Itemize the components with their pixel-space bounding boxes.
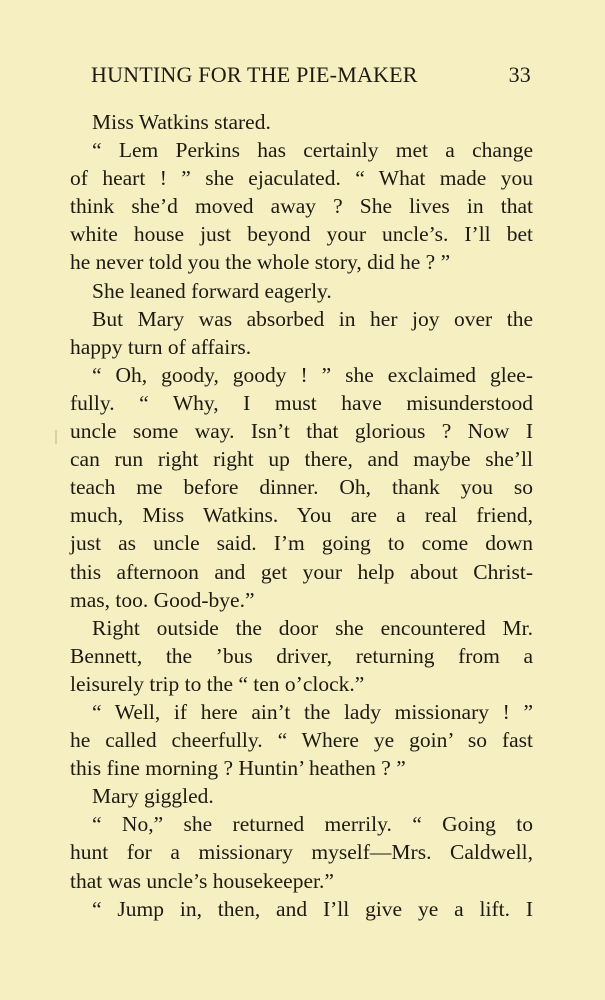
running-header: [91, 62, 531, 92]
text-line: fully. “ Why, I must have misunderstood: [70, 390, 533, 415]
text-line: happy turn of affairs.: [70, 334, 252, 359]
text-line: hunt for a missionary myself—Mrs. Caldwell,: [70, 840, 533, 865]
text-line: She leaned forward eagerly.: [92, 278, 332, 303]
text-line: Bennett, the ’bus driver, returning from a: [70, 643, 533, 668]
text-line: Mary giggled.: [92, 784, 214, 809]
text-line: “ Oh, goody, goody ! ” she exclaimed glee-: [92, 362, 533, 387]
text-line: uncle some way. Isn’t that glorious ? Now I: [70, 419, 533, 444]
text-line: “ Jump in, then, and I’ll give ye a lift. I: [92, 896, 533, 921]
text-line: much, Miss Watkins. You are a real friend,: [70, 503, 533, 528]
text-line: that was uncle’s housekeeper.”: [70, 868, 334, 893]
text-line: just as uncle said. I’m going to come down: [70, 531, 533, 556]
page-margin-mark: [55, 430, 57, 444]
text-line: he never told you the whole story, did he ? ”: [70, 250, 451, 275]
text-line: mas, too. Good-bye.”: [70, 587, 255, 612]
text-line: think she’d moved away ? She lives in that: [70, 194, 533, 219]
chapter-title: HUNTING FOR THE PIE-MAKER: [91, 62, 418, 87]
text-line: Right outside the door she encountered Mr.: [92, 615, 533, 640]
text-line: can run right right up there, and maybe she’ll: [70, 447, 533, 472]
text-line: this fine morning ? Huntin’ heathen ? ”: [70, 756, 406, 781]
text-line: “ Lem Perkins has certainly met a change: [92, 138, 533, 163]
text-line: this afternoon and get your help about Christ-: [70, 559, 533, 584]
text-line: “ No,” she returned merrily. “ Going to: [92, 812, 533, 837]
text-line: “ Well, if here ain’t the lady missionary ! ”: [92, 699, 533, 724]
text-line: Miss Watkins stared.: [92, 110, 271, 134]
text-line: of heart ! ” she ejaculated. “ What made you: [70, 166, 533, 191]
body-text: [70, 108, 533, 923]
text-line: white house just beyond your uncle’s. I’ll bet: [70, 222, 533, 247]
text-line: leisurely trip to the “ ten o’clock.”: [70, 671, 365, 696]
text-line: he called cheerfully. “ Where ye goin’ so fast: [70, 728, 533, 753]
page-number: 33: [508, 62, 531, 87]
text-line: But Mary was absorbed in her joy over the: [92, 306, 533, 331]
text-line: teach me before dinner. Oh, thank you so: [70, 475, 533, 500]
